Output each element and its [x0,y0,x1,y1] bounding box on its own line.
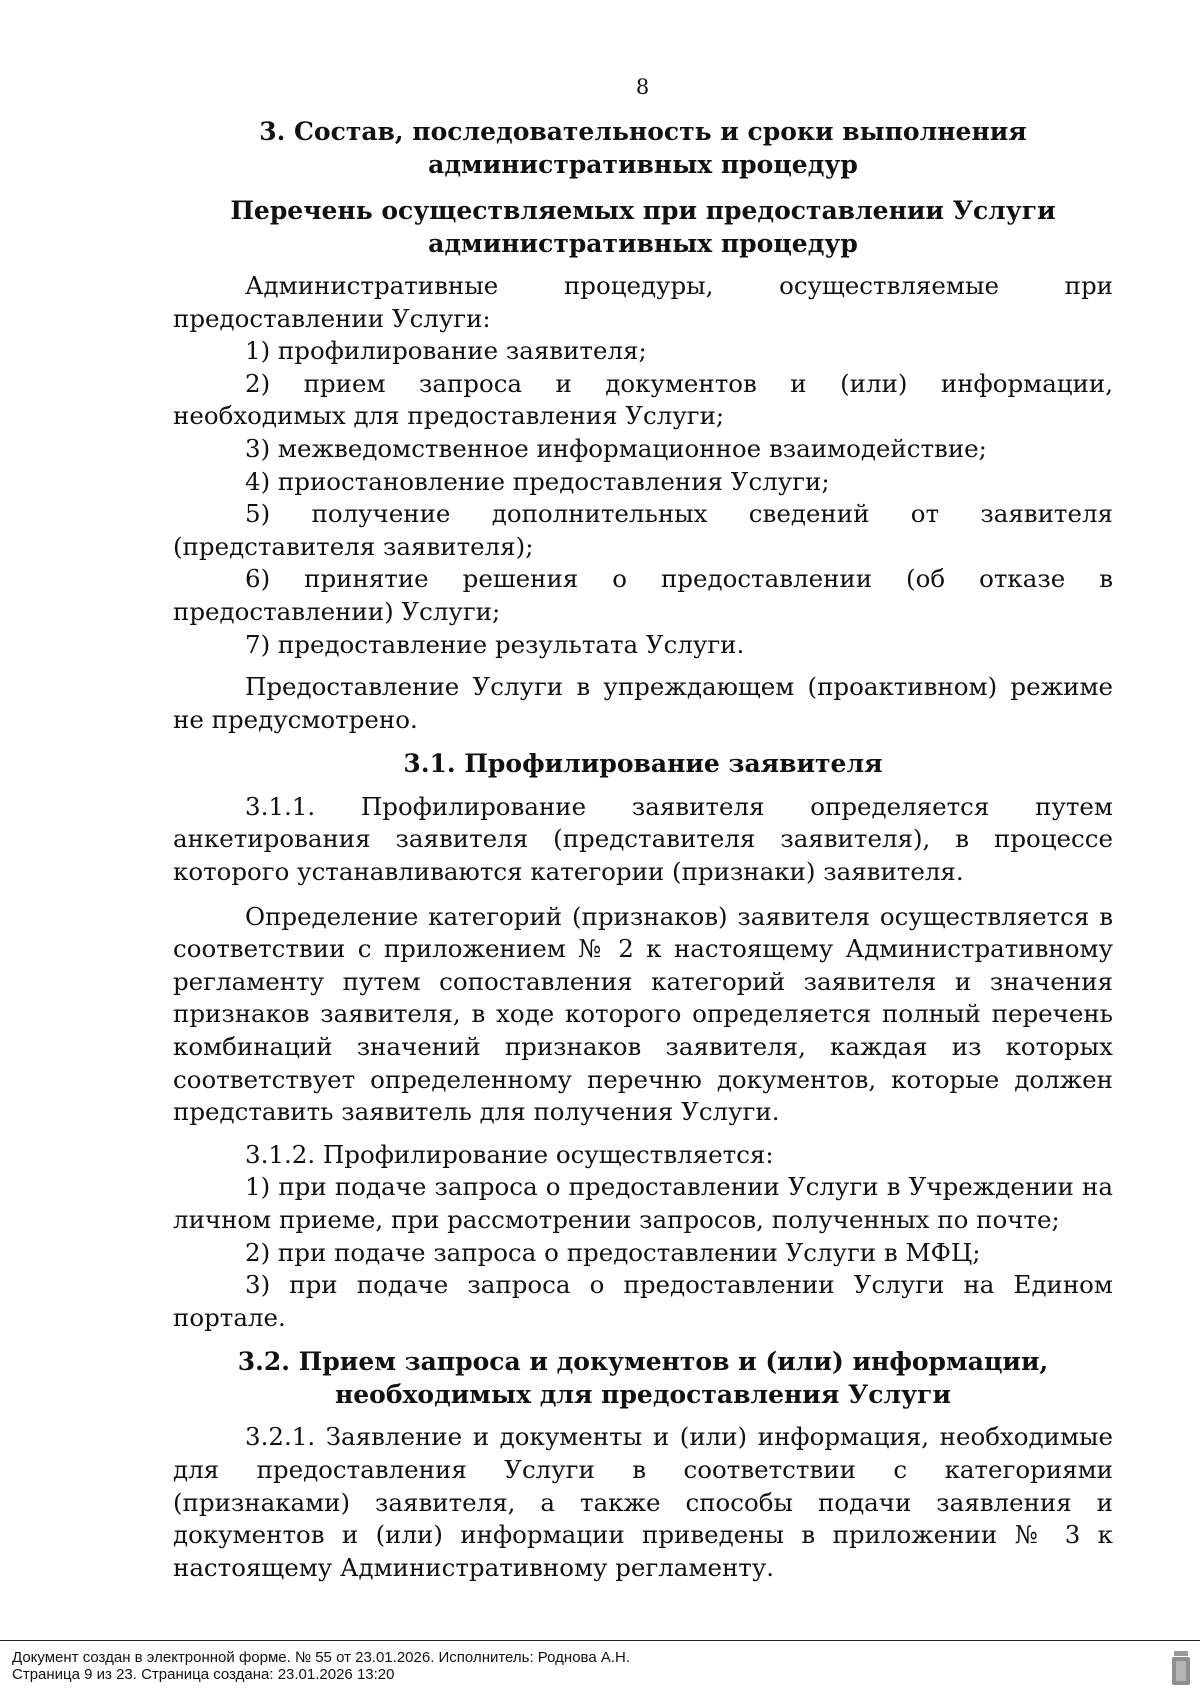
emblem-icon [1170,1649,1192,1687]
profiling-item: 2) при подаче запроса о предоставлении Услуги в МФЦ; [245,1237,981,1267]
document-body [173,116,1113,1584]
document-footer [0,1640,1200,1699]
paragraph-categories: Определение категорий (признаков) заявителя осуществляется в соответствии с приложением № 2 к настоящему Административному регламенту путем сопоставления категорий заявителя и значения признаков заявителя, в ходе которого определяется полный перечень комбинаций значений признаков заявителя, каждая из которых соответствует определенному перечню документов, которые должен представить заявитель для получения Услуги. [173,901,1113,1127]
section-3-1-title: 3.1. Профилирование заявителя [403,749,883,779]
procedure-item: 7) предоставление результата Услуги. [245,629,745,659]
section-3-2-title: 3.2. Прием запроса и документов и (или) информации, необходимых для предоставления Услуги [237,1347,1049,1409]
footer-text [12,1649,630,1683]
paragraph-3-1-1: 3.1.1. Профилирование заявителя определяется путем анкетирования заявителя (представителя заявителя), в процессе которого устанавливаются категории (признаки) заявителя. [173,791,1113,886]
procedure-item: 1) профилирование заявителя; [245,336,647,366]
footer-line-1: Документ создан в электронной форме. № 55 от 23.01.2026. Исполнитель: Роднова А.Н. [12,1649,631,1666]
procedure-item: 5) получение дополнительных сведений от заявителя (представителя заявителя); [173,499,1113,561]
page-number: 8 [635,75,650,99]
profiling-item: 3) при подаче запроса о предоставлении Услуги на Едином портале. [173,1270,1113,1332]
paragraph-3-2-1: 3.2.1. Заявление и документы и (или) информация, необходимые для предоставления Услуги в соответствии с категориями (признаками) заявителя, а также способы подачи заявления и документов и (или) информации приведены в приложении № 3 к настоящему Административному регламенту. [173,1422,1113,1582]
proactive-note: Предоставление Услуги в упреждающем (проактивном) режиме не предусмотрено. [173,672,1113,734]
profiling-item: 1) при подаче запроса о предоставлении Услуги в Учреждении на личном приеме, при рассмотрении запросов, полученных по почте; [173,1172,1113,1234]
procedure-item: 2) прием запроса и документов и (или) информации, необходимых для предоставления Услуги; [173,368,1113,431]
procedure-item: 4) приостановление предоставления Услуги; [245,466,830,496]
subsection-title: Перечень осуществляемых при предоставлении Услуги административных процедур [230,196,1056,258]
footer-line-2: Страница 9 из 23. Страница создана: 23.01.2026 13:20 [12,1666,395,1683]
procedure-item: 6) принятие решения о предоставлении (об отказе в предоставлении) Услуги; [173,564,1113,626]
procedure-item: 3) межведомственное информационное взаимодействие; [245,433,987,463]
paragraph-3-1-2: 3.1.2. Профилирование осуществляется: [245,1139,774,1169]
procedures-intro: Административные процедуры, осуществляемые при предоставлении Услуги: [173,271,1113,333]
section-title: 3. Состав, последовательность и сроки выполнения административных процедур [259,117,1027,179]
